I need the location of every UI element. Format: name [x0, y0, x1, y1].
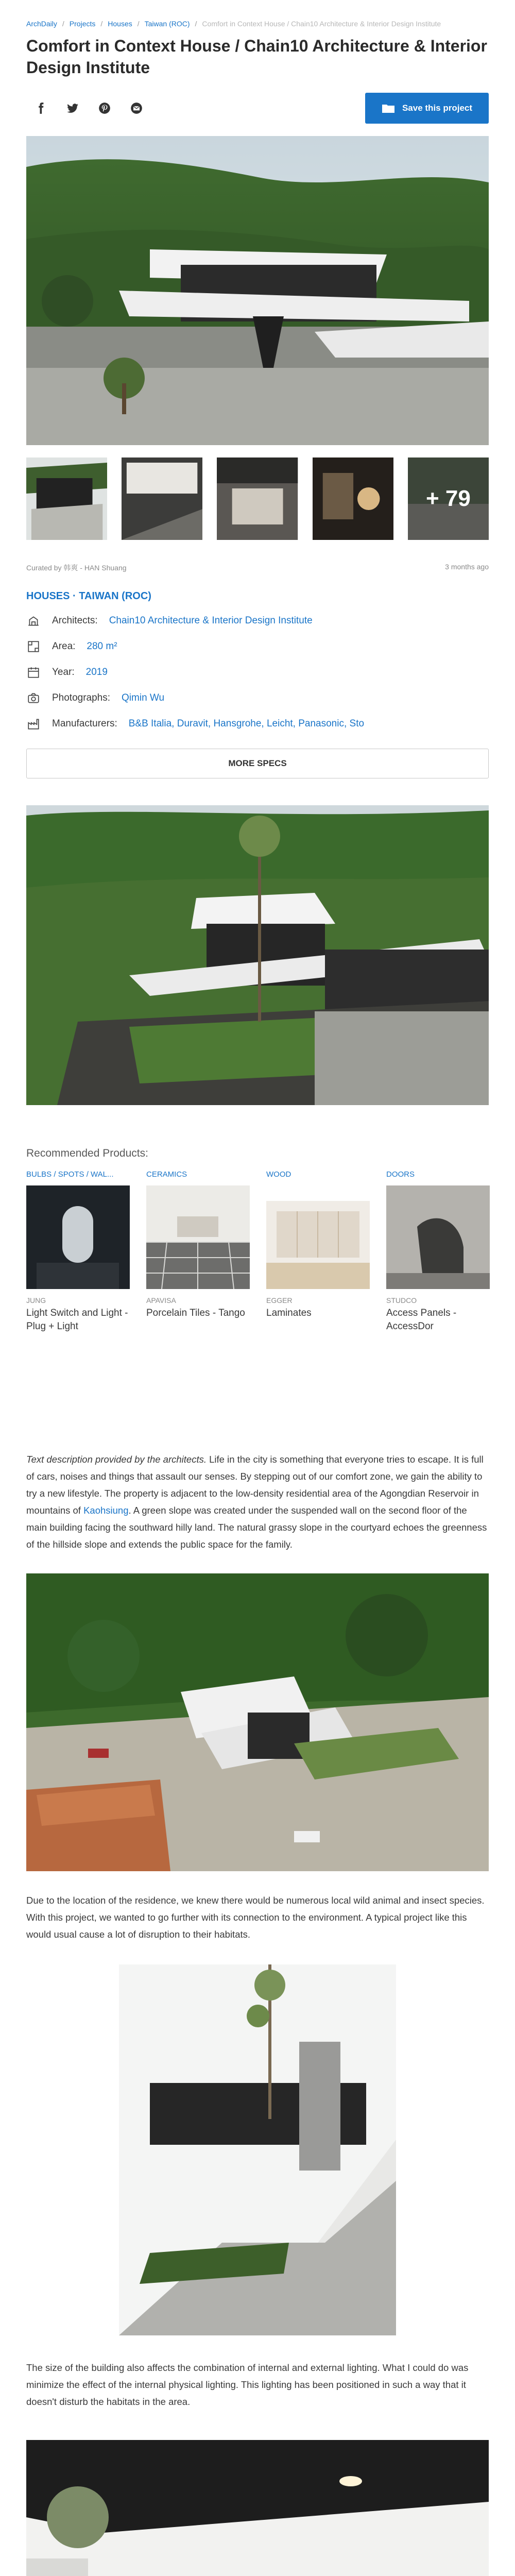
spec-area	[26, 639, 489, 654]
project-image[interactable]	[26, 1573, 489, 1871]
product-brand: APAVISA	[146, 1296, 176, 1304]
thumbnail-strip	[26, 457, 489, 540]
manufacturers-link[interactable]: B&B Italia, Duravit, Hansgrohe, Leicht, Panasonic, Sto	[128, 718, 365, 729]
gallery-thumbnail[interactable]	[217, 457, 298, 540]
share-icons	[26, 98, 147, 118]
product-card[interactable]	[266, 1170, 370, 1333]
product-image[interactable]	[266, 1185, 370, 1289]
area-link[interactable]: 280 m²	[87, 641, 117, 652]
folder-icon	[382, 103, 395, 113]
product-brand: JUNG	[26, 1296, 46, 1304]
year-link[interactable]: 2019	[85, 667, 108, 677]
spec-label: Photographs:	[52, 692, 111, 703]
breadcrumb-separator: /	[195, 20, 197, 28]
breadcrumb-separator: /	[62, 20, 64, 28]
calendar-icon	[26, 665, 41, 680]
breadcrumb-separator: /	[137, 20, 140, 28]
breadcrumb-separator: /	[100, 20, 103, 28]
architects-link[interactable]: Chain10 Architecture & Interior Design Institute	[109, 615, 313, 626]
gallery-thumbnail[interactable]	[313, 457, 393, 540]
curated-row	[26, 563, 489, 573]
product-card[interactable]	[26, 1170, 130, 1333]
project-image[interactable]	[119, 1964, 396, 2335]
category-link[interactable]: HOUSES · TAIWAN (ROC)	[26, 590, 151, 602]
project-image[interactable]	[26, 2440, 489, 2576]
project-image[interactable]	[26, 805, 489, 1105]
product-category[interactable]: WOOD	[266, 1170, 291, 1179]
product-brand: EGGER	[266, 1296, 293, 1304]
product-category[interactable]: CERAMICS	[146, 1170, 187, 1179]
breadcrumb-current: Comfort in Context House / Chain10 Architecture & Interior Design Institute	[202, 20, 441, 28]
spec-label: Architects:	[52, 615, 98, 626]
gallery-thumbnail[interactable]	[26, 457, 107, 540]
description-text: . A green slope was created under the suspended wall on the second floor of the main building facing the southward hilly land. The natural grassy slope in the courtyard echoes the greenness of the hillside slope and extends the public space for the family.	[26, 1505, 487, 1550]
spec-label: Area:	[52, 641, 76, 652]
spec-manufacturers	[26, 717, 489, 731]
product-image[interactable]	[146, 1185, 250, 1289]
save-project-label: Save this project	[402, 103, 473, 113]
breadcrumb-link-houses[interactable]: Houses	[108, 20, 132, 28]
product-name[interactable]: Light Switch and Light - Plug + Light	[26, 1308, 128, 1332]
breadcrumb-link-archdaily[interactable]: ArchDaily	[26, 20, 57, 28]
email-icon[interactable]	[126, 98, 147, 118]
page-title: Comfort in Context House / Chain10 Architecture & Interior Design Institute	[26, 37, 487, 77]
kaohsiung-link[interactable]: Kaohsiung	[83, 1505, 129, 1516]
more-specs-button[interactable]: MORE SPECS	[26, 749, 489, 778]
description-paragraph: Due to the location of the residence, we knew there would be numerous local wild animal and insect species. With this project, we wanted to go further with its connection to the environment. A typical project like this would usual cause a lot of disruption to their habitats.	[26, 1895, 485, 1940]
hero-image[interactable]	[26, 136, 489, 445]
product-category[interactable]: BULBS / SPOTS / WAL...	[26, 1170, 114, 1179]
photographer-link[interactable]: Qimin Wu	[122, 692, 165, 703]
product-name[interactable]: Access Panels - AccessDor	[386, 1308, 457, 1332]
spec-label: Manufacturers:	[52, 718, 117, 729]
product-image[interactable]	[26, 1185, 130, 1289]
curator-credit: Curated by 韩爽 - HAN Shuang	[26, 564, 127, 572]
gallery-more-count: + 79	[408, 457, 489, 540]
product-brand: STUDCO	[386, 1296, 417, 1304]
product-image[interactable]	[386, 1185, 490, 1289]
save-project-button[interactable]	[365, 93, 489, 124]
product-name[interactable]: Porcelain Tiles - Tango	[146, 1308, 245, 1318]
camera-icon	[26, 691, 41, 705]
description-paragraph	[26, 1451, 489, 1553]
publish-date: 3 months ago	[445, 563, 489, 571]
spec-architects	[26, 614, 489, 628]
product-card[interactable]	[146, 1170, 250, 1333]
pinterest-icon[interactable]	[94, 98, 115, 118]
twitter-icon[interactable]	[62, 98, 83, 118]
share-row	[26, 93, 489, 124]
description-source: Text description provided by the architects.	[26, 1454, 207, 1465]
recommended-products	[26, 1170, 489, 1333]
product-name[interactable]: Laminates	[266, 1308, 312, 1318]
breadcrumb-link-taiwan[interactable]: Taiwan (ROC)	[144, 20, 190, 28]
area-icon	[26, 639, 41, 654]
spec-year	[26, 665, 489, 680]
facebook-icon[interactable]	[30, 98, 51, 118]
description-text: Life in the city is something that everyone tries to escape. It is full of cars, noises and things that assault our senses. By stepping out of our comfort zone, we gain the ability to try a new lifestyle. The property is adjacent to the low-density residential area of the Agongdian Reservoir in mountains of	[26, 1454, 484, 1516]
recommended-products-title: Recommended Products:	[26, 1147, 148, 1159]
breadcrumb-link-projects[interactable]: Projects	[69, 20, 96, 28]
gallery-thumbnail[interactable]	[122, 457, 202, 540]
spec-photographs	[26, 691, 489, 705]
product-card[interactable]	[386, 1170, 490, 1333]
architect-icon	[26, 614, 41, 628]
breadcrumb	[26, 0, 489, 28]
spec-label: Year:	[52, 667, 75, 677]
factory-icon	[26, 717, 41, 731]
description-paragraph: The size of the building also affects the combination of internal and external lighting. What I could do was minimize the effect of the internal physical lighting. This lighting has been positioned in such a way that it doesn't disturb the habitats in the area.	[26, 2362, 469, 2407]
gallery-more-thumbnail[interactable]	[408, 457, 489, 540]
product-category[interactable]: DOORS	[386, 1170, 415, 1179]
